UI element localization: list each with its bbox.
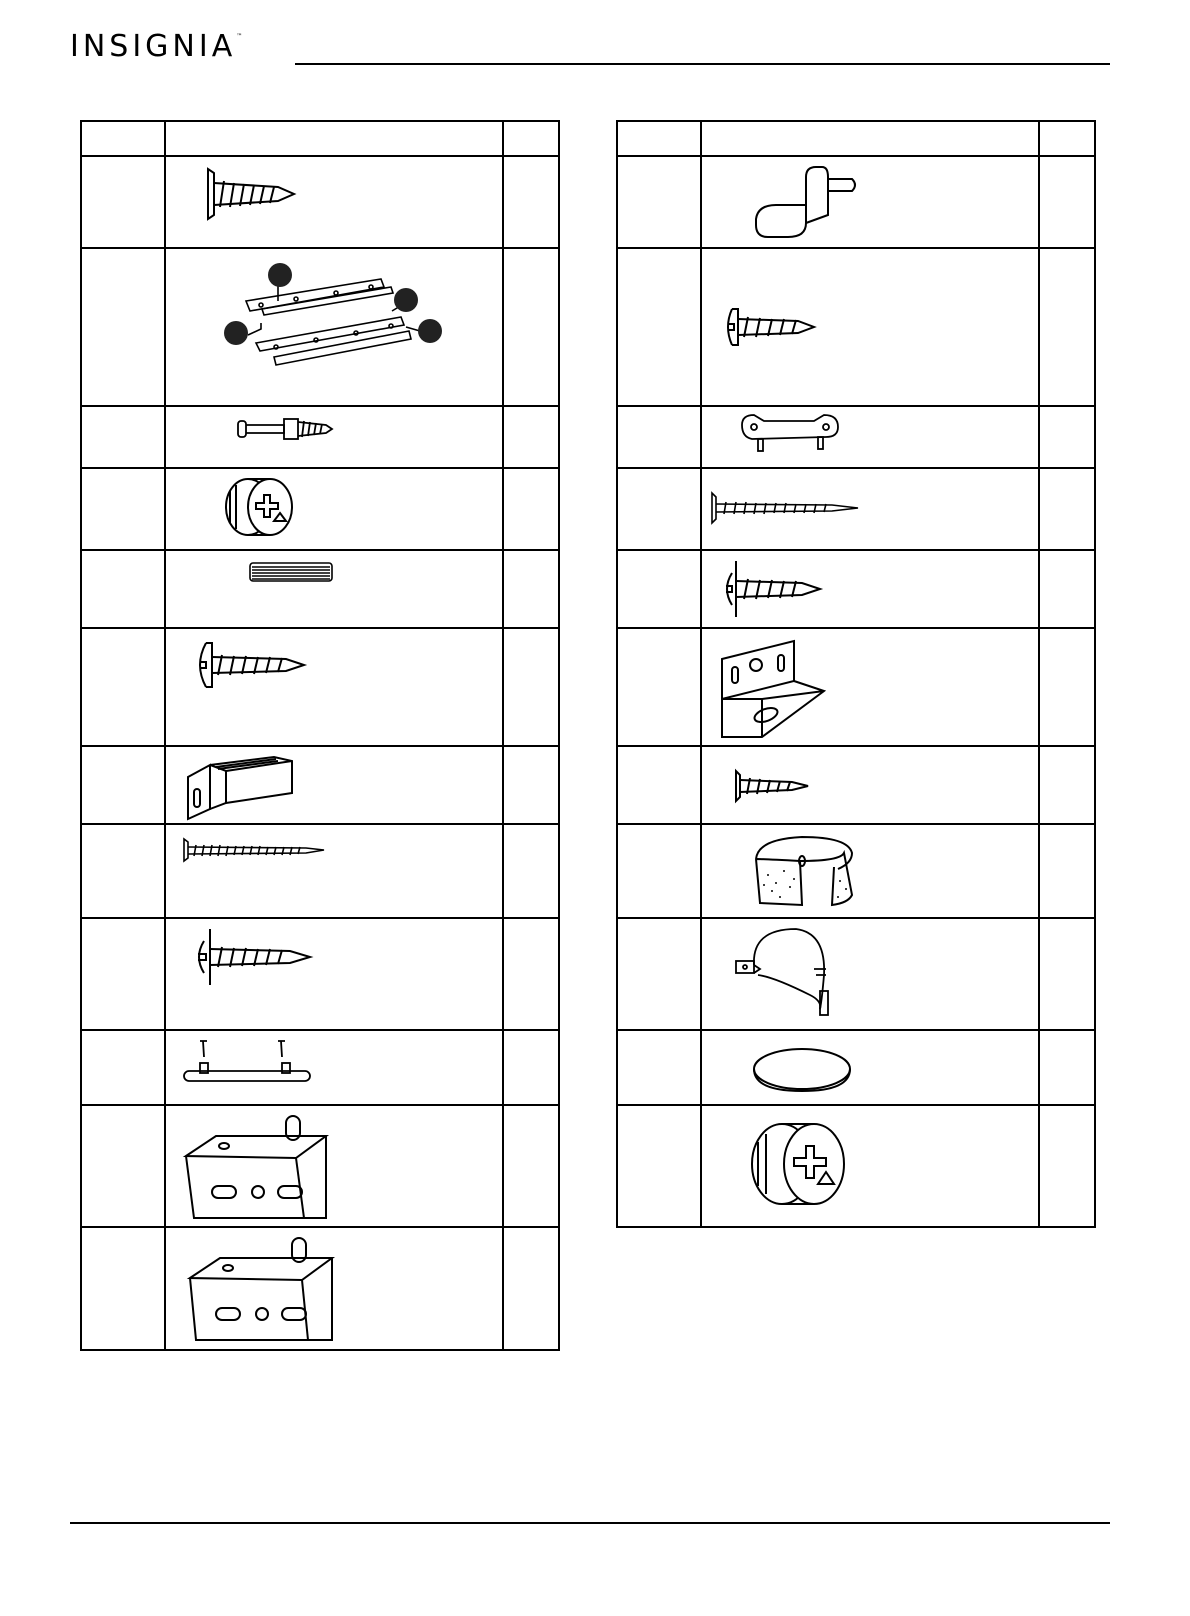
brand-logo — [70, 29, 243, 64]
hinge-bracket-right-icon — [166, 1228, 502, 1349]
table-row — [81, 406, 559, 468]
table-header-row — [617, 121, 1095, 156]
shelf-support-pin-icon — [702, 157, 1038, 247]
brand-name: INSIGNIA — [70, 29, 237, 64]
header-rule — [295, 63, 1110, 65]
long-wood-screw-icon — [166, 825, 502, 917]
part-qty — [503, 628, 559, 746]
part-id — [617, 824, 701, 918]
column-header-qty — [503, 121, 559, 156]
part-qty — [1039, 1105, 1095, 1227]
part-qty — [1039, 550, 1095, 628]
anti-tip-strap-icon — [702, 919, 1038, 1029]
part-qty — [503, 248, 559, 406]
corner-bracket-icon — [702, 629, 1038, 745]
cam-lock-icon — [166, 469, 502, 549]
table-row — [617, 156, 1095, 248]
wood-dowel-icon — [166, 551, 502, 627]
column-header-id — [81, 121, 165, 156]
part-qty — [503, 406, 559, 468]
part-id — [617, 1030, 701, 1105]
part-id — [81, 1105, 165, 1227]
part-id — [81, 824, 165, 918]
part-qty — [1039, 746, 1095, 824]
part-id — [617, 1105, 701, 1227]
part-id — [617, 746, 701, 824]
table-row — [617, 1030, 1095, 1105]
cam-lock-large-icon — [702, 1106, 1038, 1226]
hinge-bracket-left-icon — [166, 1106, 502, 1226]
table-row — [617, 746, 1095, 824]
part-id — [617, 156, 701, 248]
short-screw-icon — [702, 747, 1038, 823]
part-qty — [503, 1227, 559, 1350]
part-qty — [503, 918, 559, 1030]
footer-rule — [70, 1522, 1110, 1524]
part-id — [81, 248, 165, 406]
table-row — [617, 550, 1095, 628]
part-id — [617, 468, 701, 550]
washer-head-screw-icon — [166, 919, 502, 1029]
trademark-symbol: ™ — [236, 33, 243, 40]
table-row — [81, 468, 559, 550]
parts-table-right — [616, 120, 1096, 1228]
magnetic-catch-icon — [166, 747, 502, 823]
part-id — [81, 1030, 165, 1105]
table-row — [617, 628, 1095, 746]
part-qty — [503, 550, 559, 628]
part-id — [81, 550, 165, 628]
part-qty — [1039, 1030, 1095, 1105]
part-qty — [1039, 406, 1095, 468]
cam-bolt-icon — [166, 407, 502, 467]
part-qty — [503, 156, 559, 248]
part-id — [617, 248, 701, 406]
pan-head-screw-icon — [702, 249, 1038, 405]
part-qty — [1039, 468, 1095, 550]
column-header-qty — [1039, 121, 1095, 156]
table-row — [617, 824, 1095, 918]
table-row — [617, 1105, 1095, 1227]
felt-pad-icon — [702, 1031, 1038, 1104]
table-row — [81, 550, 559, 628]
table-row — [617, 468, 1095, 550]
column-header-item — [701, 121, 1039, 156]
long-screw-icon — [702, 469, 1038, 549]
table-row — [81, 156, 559, 248]
part-qty — [503, 1105, 559, 1227]
connector-plate-icon — [702, 407, 1038, 467]
part-id — [81, 1227, 165, 1350]
cable-clip-icon — [702, 825, 1038, 917]
column-header-item — [165, 121, 503, 156]
table-row — [81, 746, 559, 824]
table-row — [81, 248, 559, 406]
part-qty — [1039, 628, 1095, 746]
table-row — [81, 824, 559, 918]
table-row — [81, 628, 559, 746]
table-row — [81, 1227, 559, 1350]
part-id — [81, 746, 165, 824]
part-qty — [503, 468, 559, 550]
parts-table-left — [80, 120, 560, 1351]
part-qty — [1039, 156, 1095, 248]
part-id — [81, 468, 165, 550]
column-header-id — [617, 121, 701, 156]
part-qty — [503, 1030, 559, 1105]
part-id — [81, 156, 165, 248]
part-qty — [1039, 918, 1095, 1030]
part-id — [617, 550, 701, 628]
table-row — [81, 1030, 559, 1105]
part-id — [617, 406, 701, 468]
flat-head-screw-icon — [166, 157, 502, 247]
table-row — [617, 918, 1095, 1030]
truss-head-screw-icon — [702, 551, 1038, 627]
part-qty — [1039, 824, 1095, 918]
handle-with-screws-icon — [166, 1031, 502, 1104]
round-head-screw-icon — [166, 629, 502, 745]
part-qty — [503, 746, 559, 824]
part-id — [81, 918, 165, 1030]
drawer-slide-rails-icon — [166, 249, 502, 405]
table-row — [617, 248, 1095, 406]
table-row — [81, 1105, 559, 1227]
part-id — [81, 628, 165, 746]
table-header-row — [81, 121, 559, 156]
table-row — [81, 918, 559, 1030]
part-id — [81, 406, 165, 468]
part-qty — [1039, 248, 1095, 406]
part-qty — [503, 824, 559, 918]
part-id — [617, 628, 701, 746]
table-row — [617, 406, 1095, 468]
part-id — [617, 918, 701, 1030]
